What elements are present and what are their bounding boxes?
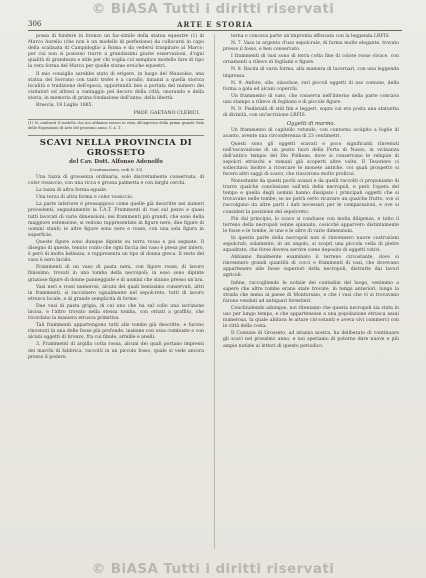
paragraph: La tazza di altra forma eguale. [36, 188, 108, 194]
paragraph: Frammenti di un vaso di pasta nera, con figure rosse, di lavoro finissimo, trovati in una tomba della necropoli; in esso sono dipinte graziose figure di donne panneggiate e di uomini che stanno presso un'ara. [28, 265, 204, 283]
paragraph: Un frammento di capitello rotondo, con contorno scolpito a foglie di acanto, avente una circonferenza di 23 centimetri. [223, 128, 399, 140]
section-rule [28, 135, 204, 136]
paragraph: N. 9. Piedistalli di stili fini e leggeri, sopra cui era posta una statuetta di divinità, con un'iscrizione LRFIS. [223, 107, 399, 119]
paragraph: Infine, raccogliendo le notizie dei contadini del luogo, venimmo a sapere che altre tombe erano state trovate, in tempi anteriori, lungo la strada che mena al paese di Montorsaio, e che i vasi che vi si trovavano furono venduti ad antiquari forestieri. [223, 280, 399, 304]
paragraph: Tali frammenti appartengono tutti alle tombe già descritte, e furono rinvenuti in una delle fosse più profonde, insieme con ossa combuste e con alcuni oggetti di bronzo, fra cui fibule, armille e anelli. [28, 323, 204, 341]
left-intro-text [28, 34, 204, 109]
paragraph: In questa parte della necropoli non si rinvennero nuove costruzioni sepolcrali; solamente, in un angolo, si scoprì una piccola cella di pietre squadrate, che forse doveva servire come deposito di oggetti votivi. [223, 235, 399, 254]
paragraph: La parte inferiore è pressappoco come quelle già descritte nei numeri precedenti; segnatamente la T.A.T. Frammenti di vasi sul pezzo e quasi tutti lavorati di varie dimensioni; nei frammenti più grandi, che sono della maggiore estensione, si vedono rappresentate in figure nere, due figure di uomini stanti; le altre figure sono nere e rosse, con una sola figura in superficie. [28, 202, 204, 238]
watermark-top: © BiASA Tutti i diritti riservati [91, 1, 335, 17]
paragraph: Questi sono gli oggetti scavati e poco significanti rinvenuti nell'escavazione di un pezzo fuori della Porta di Nasso, in vicinanza dell'antico tempio del Dio Pollione, dove si conservano le reliquie di sepolcri etruschi e romani già scoperti altre volte. Il Tesoriere ci sollecitava inoltre a ricercare le monete antiche, coi quali prospetto si fecero altri saggi di scavo, che riuscirono molto proficui. [223, 141, 399, 177]
paragraph: Vasi neri e rossi numerosi, alcuni dei quali benissimo conservati, altri in frammenti, si raccolsero ugualmente nel sepolcreto, tutti di lavoro etrusco locale, e di grande semplicità di forme. [28, 284, 204, 302]
section-continuation: (Continuazione, vedi N. 33) [89, 166, 143, 172]
paragraph: I frammenti di vasi sono di terra cotta fine di colore rosso vivace, con ornamenti a rilievo di fogliami e figure. [223, 54, 399, 66]
header-rule [28, 30, 402, 31]
paragraph: Conchiudendo adunque, noi riteniamo che questa necropoli sia stata in uso per lungo tempo, e che appartenesse a una popolazione etrusca assai numerosa, la quale abitava le alture circostanti e aveva vivi commerci con le città della costa. [223, 305, 399, 330]
paragraph: Brescia, 18 Luglio 1885. [36, 103, 93, 109]
paragraph: Fin dal principio, lo scavo si condusse con molta diligenza, e tutto il terreno della necropoli venne spianato, cosicché apparvero distintamente le fosse e le tombe, le une e le altre di varie dimensioni. [223, 216, 399, 234]
section-author: del Cav. Dott. Alfonso Adenolfo [69, 158, 163, 165]
paragraph: Il Comune di Grosseto, ad istanza nostra, ha deliberato di continuare gli scavi nel prossimo anno, e noi speriamo di poterne dare nuove e più ampie notizie ai lettori di questo periodico. [223, 331, 399, 349]
running-title: ARTE E STORIA [177, 20, 253, 29]
footnote: (1) Si confronti il modello che noi abbiamo messo in vista all'ingresso della prima grande Sala delle Esposizioni di Arte del prossimo anno, V. A. T. [28, 121, 204, 131]
paragraph: Il mio consiglio sarebbe stato di erigere, in luogo del Mausoleo, una statua del Sovrano con tanti trofei e a cavallo, innanzi a quella storica località e tradizione dell'epoca, opportunità ben a portata del numero dei visitatori ed altresì a vantaggio pel decoro della città, onorando e della storia, in memoria di prima fondazione dell'anno, della libertà. [28, 71, 204, 101]
author-signature: PROF. GAETANO CLERICI. [133, 111, 200, 117]
paragraph: Una terza di altra forma e color rossiccio. [36, 195, 134, 201]
paragraph: Una tazza di grossezza ordinaria, solo discretamente conservata, di color rossiccio, con una ricca e grossa palmetta e con larghi cerchi. [28, 175, 204, 187]
paragraph: 3. Frammenti di argilla cotta rossa, alcuni dei quali portano impressi dei marchi di fabbrica, raccolti in un piccolo fosso, quale si vede ancora presso il podere. [28, 342, 204, 360]
left-column [28, 34, 204, 362]
paragraph: Due vasi di pasta grigia, di cui uno che ha sul collo una iscrizione incisa, e l'altro trovato nella stessa tomba, con ornati a graffito, che ricordano la maniera etrusca primitiva. [28, 303, 204, 322]
page-number: 306 [28, 20, 42, 28]
paragraph: Nonostante da questi pochi avanzi e da quelli raccolti ci proponiamo di trarre qualche conclusione sull'età della necropoli, e però l'opera del tempo e quella degli uomini hanno dissipato i principali oggetti che si trovavano nelle tombe; se ne potrà certo ricavare un qualche frutto, ove si raccolgano da altre parti i dati necessari per le comparazioni, e ove si consideri la posizione del sepolcreto. [223, 179, 399, 215]
right-column [223, 34, 399, 351]
subhead-marble: Oggetti di marmo. [286, 121, 336, 128]
left-body-text [28, 175, 204, 361]
paragraph: N. 8. Bacini di varia forma, alla maniera di lucernari, con una leggenda impressa. [223, 67, 399, 79]
right-body-text [223, 128, 399, 349]
column-divider [214, 34, 215, 549]
watermark-bottom: © BiASA Tutti i diritti riservati [91, 561, 335, 577]
paragraph: possa di fondere in bronzo un fac-simile della statua equestre (1) di Marco Aurelio (che non è un modello di perfezione) da collocarsi in capo della scalinata di Campidoglio a Roma e da vedersi traspirare al Marco; per cui non si possono trarre a grandissimi giuste osservazioni, d'ogni qualità di grandezza e stile per chi voglia col semplice modello fare di tipo la vera forma del Marco per quelle statue eroiche equestri. [28, 34, 204, 70]
paragraph: Abbiamo finalmente esaminato il terreno circostante, dove si rinvennero grandi quantità di cocci e frammenti di vasi, che dovevano appartenere alle fosse superiori della necropoli, distrutte dai lavori agricoli. [223, 255, 399, 279]
paragraph: terna o concava parte un'impronta affossata con la leggenda LRFIS. [231, 34, 390, 39]
paragraph: N. 7. Vaso in argento d'uso sepolcrale, di forma molto elegante, trovato presso il fosso, e ben conservato. [223, 41, 399, 53]
section-title: SCAVI NELLA PROVINCIA DI GROSSETO [39, 137, 193, 158]
right-top-text [223, 34, 399, 119]
paragraph: N. 9. Anfore, olle, oinochoe, rari piccoli oggetti di uso comune, della forma a gola ed alcuni coperchi. [223, 80, 399, 92]
paragraph: Un frammento di vaso, che conserva nell'interno della parte concava uno stampo a rilievo di fogliami e di piccole figure. [223, 93, 399, 105]
paragraph: Queste figure sono dunque dipinte su terra rossa e poi segnate. Il disegno di queste, tenuto conto che ogni faccia del vaso è presa per intero, è però di molta bellezza, e rappresenta un tipo di donna greca. Il resto del vaso è nero lucido. [28, 239, 204, 264]
